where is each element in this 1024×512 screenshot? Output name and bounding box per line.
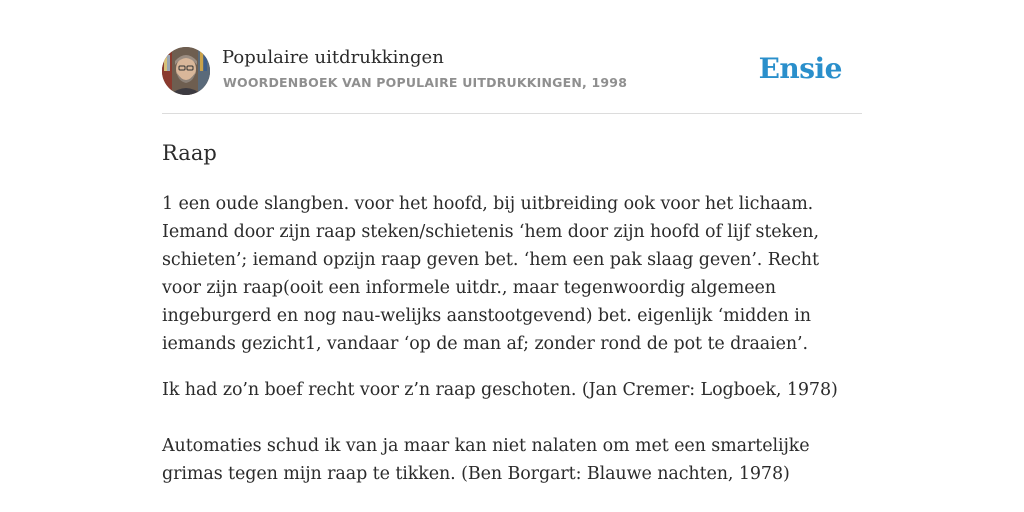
source-header bbox=[162, 46, 862, 114]
author-avatar[interactable] bbox=[162, 47, 210, 95]
entry-card bbox=[162, 46, 862, 488]
entry-example: Ik had zo’n boef recht voor z’n raap geschoten. (Jan Cremer: Logboek, 1978) bbox=[162, 380, 838, 400]
source-title[interactable]: Populaire uitdrukkingen bbox=[222, 47, 444, 68]
entry-definition: 1 een oude slangben. voor het hoofd, bij uitbreiding ook voor het lichaam. Iemand door zijn raap steken/schietenis ‘hem door zijn hoofd of lijf steken, schieten’; iemand opzijn raap geven bet. ‘hem een pak slaag geven’. Recht voor zijn raap(ooit een informele uitdr., maar tegenwoordig algemeen ingeburgerd en nog nau-welijks aanstootgevend) bet. eigenlijk ‘midden in iemands gezicht1, vandaar ‘op de man af; zonder rond de pot te draaien’. bbox=[162, 194, 819, 354]
entry-example: Automaties schud ik van ja maar kan niet nalaten om met een smartelijke grimas tegen mijn raap te tikken. (Ben Borgart: Blauwe nachten, 1978) bbox=[162, 436, 810, 484]
source-subtitle: WOORDENBOEK VAN POPULAIRE UITDRUKKINGEN, 1998 bbox=[223, 75, 628, 90]
entry-term: Raap bbox=[162, 141, 217, 165]
ensie-logo[interactable]: Ensie bbox=[758, 52, 842, 85]
avatar-portrait-icon bbox=[162, 47, 210, 95]
